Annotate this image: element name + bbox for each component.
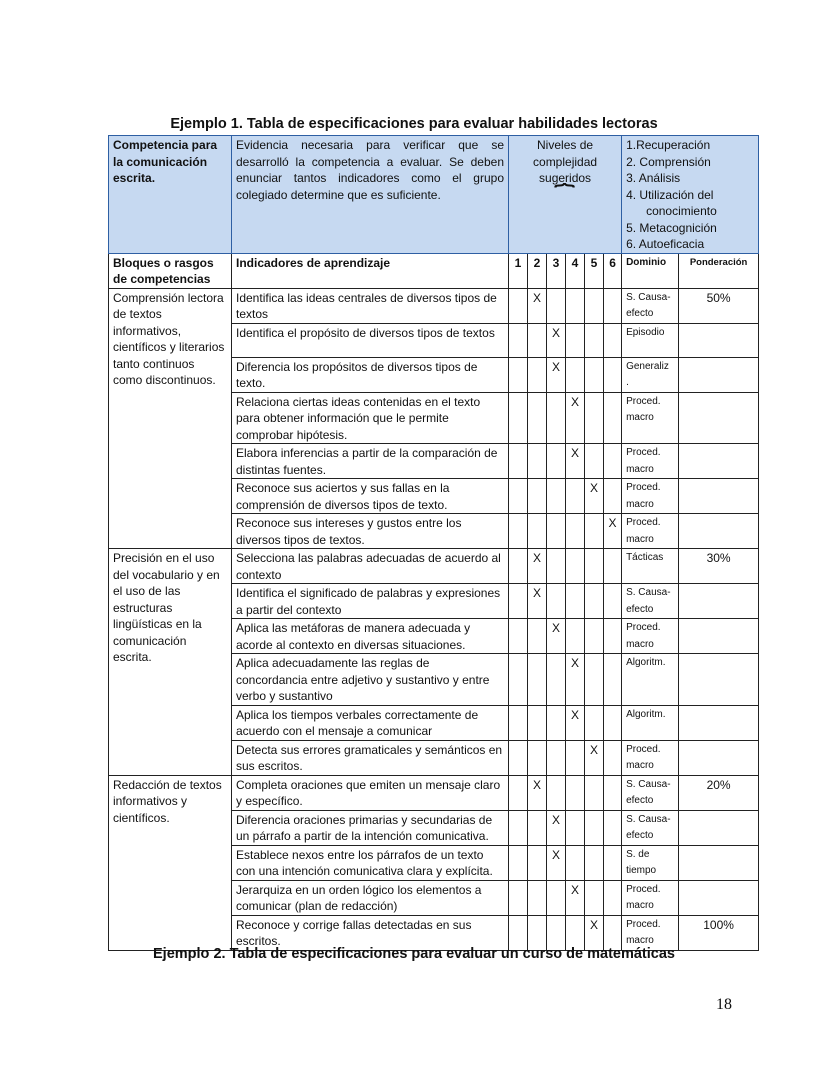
dominio-header: Dominio (622, 253, 679, 288)
legend-item: 2. Comprensión (626, 154, 711, 169)
niveles-header (509, 136, 622, 254)
level-cell (585, 619, 604, 654)
level-cell (604, 740, 622, 775)
domain-cell: S. de tiempo (622, 845, 679, 880)
level-cell (528, 323, 547, 357)
level-mark: X (585, 915, 604, 950)
bloques-header: Bloques o rasgos de competencias (109, 253, 232, 288)
levels-legend (622, 136, 759, 254)
level-mark: X (566, 444, 585, 479)
level-cell (509, 845, 528, 880)
level-header: 3 (547, 253, 566, 288)
level-cell (604, 705, 622, 740)
weight-cell-empty (679, 619, 759, 654)
weight-cell-empty (679, 740, 759, 775)
level-cell (566, 584, 585, 619)
domain-cell: Proced. macro (622, 514, 679, 549)
level-cell (604, 549, 622, 584)
level-cell (547, 288, 566, 323)
level-cell (509, 584, 528, 619)
evidencia-header: Evidencia necesaria para verificar que se desarrolló la competencia a evaluar. Se deben enunciar tantos indicadores como el grupo colegiado determine que es suficiente. (232, 136, 509, 254)
level-cell (566, 810, 585, 845)
brace-icon: ⏞ (554, 182, 576, 208)
indicator-cell: Aplica adecuadamente las reglas de concordancia entre adjetivo y sustantivo y entre verbo y sustantivo (232, 654, 509, 706)
table-row (109, 288, 759, 323)
weight-cell-empty (679, 323, 759, 357)
indicator-cell: Jerarquiza en un orden lógico los elementos a comunicar (plan de redacción) (232, 880, 509, 915)
indicadores-header: Indicadores de aprendizaje (232, 253, 509, 288)
level-mark: X (528, 288, 547, 323)
domain-cell: Proced. macro (622, 479, 679, 514)
level-cell (528, 654, 547, 706)
legend-item: 3. Análisis (626, 171, 681, 185)
level-cell (566, 323, 585, 357)
level-mark: X (604, 514, 622, 549)
level-cell (509, 619, 528, 654)
level-cell (585, 549, 604, 584)
block-name: Precisión en el uso del vocabulario y en el uso de las estructuras lingüísticas en la comunicación escrita. (109, 549, 232, 776)
level-cell (547, 915, 566, 950)
indicator-cell: Aplica los tiempos verbales correctamente de acuerdo con el mensaje a comunicar (232, 705, 509, 740)
level-cell (528, 880, 547, 915)
weight-cell-empty (679, 705, 759, 740)
next-table-title: Ejemplo 2. Tabla de especificaciones para evaluar un curso de matemáticas (153, 946, 675, 962)
level-cell (547, 654, 566, 706)
level-cell (604, 288, 622, 323)
level-cell (547, 479, 566, 514)
header-row (109, 136, 759, 254)
level-cell (528, 810, 547, 845)
level-header: 2 (528, 253, 547, 288)
level-cell (566, 619, 585, 654)
indicator-cell: Establece nexos entre los párrafos de un texto con una intención comunicativa clara y explícita. (232, 845, 509, 880)
level-mark: X (547, 845, 566, 880)
level-cell (528, 845, 547, 880)
level-cell (547, 880, 566, 915)
ponderacion-header: Ponderación (679, 253, 759, 288)
level-cell (585, 810, 604, 845)
level-header: 4 (566, 253, 585, 288)
level-mark: X (566, 880, 585, 915)
level-mark: X (547, 810, 566, 845)
level-cell (528, 479, 547, 514)
level-header: 6 (604, 253, 622, 288)
level-cell (604, 845, 622, 880)
level-cell (528, 514, 547, 549)
weight-cell-empty (679, 392, 759, 444)
indicator-cell: Completa oraciones que emiten un mensaje claro y específico. (232, 775, 509, 810)
indicator-cell: Reconoce y corrige fallas detectadas en sus escritos. (232, 915, 509, 950)
level-mark: X (566, 705, 585, 740)
level-cell (585, 584, 604, 619)
page-number: 18 (716, 996, 732, 1013)
level-mark: X (566, 654, 585, 706)
level-cell (566, 549, 585, 584)
level-mark: X (585, 479, 604, 514)
level-cell (566, 740, 585, 775)
level-mark: X (547, 323, 566, 357)
level-cell (547, 392, 566, 444)
domain-cell: S. Causa-efecto (622, 810, 679, 845)
domain-cell: Proced. macro (622, 915, 679, 950)
domain-cell: Episodio (622, 323, 679, 357)
level-cell (585, 654, 604, 706)
weight-cell: 30% (679, 549, 759, 584)
niveles-label: Niveles de complejidad sugeridos (533, 138, 598, 185)
level-cell (585, 514, 604, 549)
indicator-cell: Aplica las metáforas de manera adecuada y acorde al contexto en diversas situaciones. (232, 619, 509, 654)
total-weight-cell: 100% (679, 915, 759, 950)
indicator-cell: Diferencia oraciones primarias y secundarias de un párrafo a partir de la intención comunicativa. (232, 810, 509, 845)
level-cell (604, 654, 622, 706)
level-mark: X (528, 775, 547, 810)
legend-item: 5. Metacognición (626, 220, 717, 235)
indicator-cell: Identifica el significado de palabras y expresiones a partir del contexto (232, 584, 509, 619)
level-cell (528, 444, 547, 479)
legend-item: 6. Autoeficacia (626, 237, 705, 251)
level-cell (566, 288, 585, 323)
level-cell (566, 915, 585, 950)
table-title: Ejemplo 1. Tabla de especificaciones para evaluar habilidades lectoras (170, 116, 658, 132)
domain-cell: S. Causa-efecto (622, 288, 679, 323)
legend-item: 1.Recuperación (626, 138, 711, 152)
indicator-cell: Reconoce sus aciertos y sus fallas en la comprensión de diversos tipos de texto. (232, 479, 509, 514)
level-cell (585, 444, 604, 479)
level-cell (604, 444, 622, 479)
level-cell (509, 705, 528, 740)
level-cell (509, 288, 528, 323)
weight-cell-empty (679, 479, 759, 514)
domain-cell: Algoritm. (622, 705, 679, 740)
level-cell (547, 705, 566, 740)
level-cell (585, 288, 604, 323)
level-cell (509, 880, 528, 915)
level-mark: X (547, 357, 566, 392)
legend-item: 4. Utilización del (626, 187, 714, 202)
level-cell (585, 775, 604, 810)
level-cell (509, 915, 528, 950)
level-cell (585, 323, 604, 357)
level-cell (528, 357, 547, 392)
level-cell (547, 444, 566, 479)
level-cell (509, 444, 528, 479)
weight-cell-empty (679, 444, 759, 479)
level-cell (547, 740, 566, 775)
level-cell (528, 705, 547, 740)
indicator-cell: Identifica el propósito de diversos tipos de textos (232, 323, 509, 357)
level-cell (509, 357, 528, 392)
level-cell (509, 654, 528, 706)
domain-cell: Proced. macro (622, 880, 679, 915)
level-header: 1 (509, 253, 528, 288)
specification-table (108, 135, 759, 951)
domain-cell: S. Causa-efecto (622, 775, 679, 810)
weight-cell-empty (679, 357, 759, 392)
level-cell (604, 810, 622, 845)
domain-cell: Algoritm. (622, 654, 679, 706)
level-mark: X (528, 584, 547, 619)
indicator-cell: Identifica las ideas centrales de diversos tipos de textos (232, 288, 509, 323)
indicator-cell: Selecciona las palabras adecuadas de acuerdo al contexto (232, 549, 509, 584)
weight-cell-empty (679, 654, 759, 706)
indicator-cell: Detecta sus errores gramaticales y semánticos en sus escritos. (232, 740, 509, 775)
weight-cell-empty (679, 584, 759, 619)
level-cell (528, 915, 547, 950)
domain-cell: Proced. macro (622, 444, 679, 479)
level-cell (547, 549, 566, 584)
weight-cell: 50% (679, 288, 759, 323)
weight-cell: 20% (679, 775, 759, 810)
level-cell (604, 323, 622, 357)
level-cell (566, 845, 585, 880)
level-cell (509, 323, 528, 357)
block-name: Redacción de textos informativos y científicos. (109, 775, 232, 950)
domain-cell: Tácticas (622, 549, 679, 584)
table-row (109, 549, 759, 584)
weight-cell-empty (679, 845, 759, 880)
domain-cell: Proced. macro (622, 619, 679, 654)
legend-item: conocimiento (646, 204, 717, 218)
indicator-cell: Reconoce sus intereses y gustos entre los diversos tipos de textos. (232, 514, 509, 549)
domain-cell: Generaliz . (622, 357, 679, 392)
level-cell (509, 514, 528, 549)
weight-cell-empty (679, 810, 759, 845)
level-cell (585, 705, 604, 740)
domain-cell: S. Causa-efecto (622, 584, 679, 619)
indicator-cell: Diferencia los propósitos de diversos tipos de texto. (232, 357, 509, 392)
indicator-cell: Elabora inferencias a partir de la comparación de distintas fuentes. (232, 444, 509, 479)
level-cell (566, 775, 585, 810)
level-mark: X (528, 549, 547, 584)
level-cell (566, 479, 585, 514)
level-cell (566, 357, 585, 392)
domain-cell: Proced. macro (622, 740, 679, 775)
competencia-header: Competencia para la comunicación escrita. (109, 136, 232, 254)
level-cell (547, 584, 566, 619)
level-cell (528, 740, 547, 775)
level-mark: X (547, 619, 566, 654)
level-header: 5 (585, 253, 604, 288)
level-cell (585, 392, 604, 444)
level-cell (585, 357, 604, 392)
level-cell (547, 775, 566, 810)
level-cell (509, 775, 528, 810)
level-cell (509, 810, 528, 845)
level-cell (604, 880, 622, 915)
level-cell (547, 514, 566, 549)
level-cell (585, 880, 604, 915)
level-cell (604, 479, 622, 514)
weight-cell-empty (679, 880, 759, 915)
level-cell (604, 915, 622, 950)
block-name: Comprensión lectora de textos informativos, científicos y literarios tanto continuos como discontinuos. (109, 288, 232, 549)
domain-cell: Proced. macro (622, 392, 679, 444)
level-cell (528, 619, 547, 654)
level-cell (528, 392, 547, 444)
weight-cell-empty (679, 514, 759, 549)
level-mark: X (566, 392, 585, 444)
level-cell (566, 514, 585, 549)
level-cell (509, 740, 528, 775)
level-cell (509, 479, 528, 514)
column-header-row (109, 253, 759, 288)
level-cell (604, 775, 622, 810)
level-cell (509, 549, 528, 584)
level-cell (604, 357, 622, 392)
table-row (109, 775, 759, 810)
level-cell (604, 392, 622, 444)
level-cell (585, 845, 604, 880)
level-cell (604, 584, 622, 619)
level-mark: X (585, 740, 604, 775)
indicator-cell: Relaciona ciertas ideas contenidas en el texto para obtener información que le permite comprobar hipótesis. (232, 392, 509, 444)
level-cell (509, 392, 528, 444)
level-cell (604, 619, 622, 654)
